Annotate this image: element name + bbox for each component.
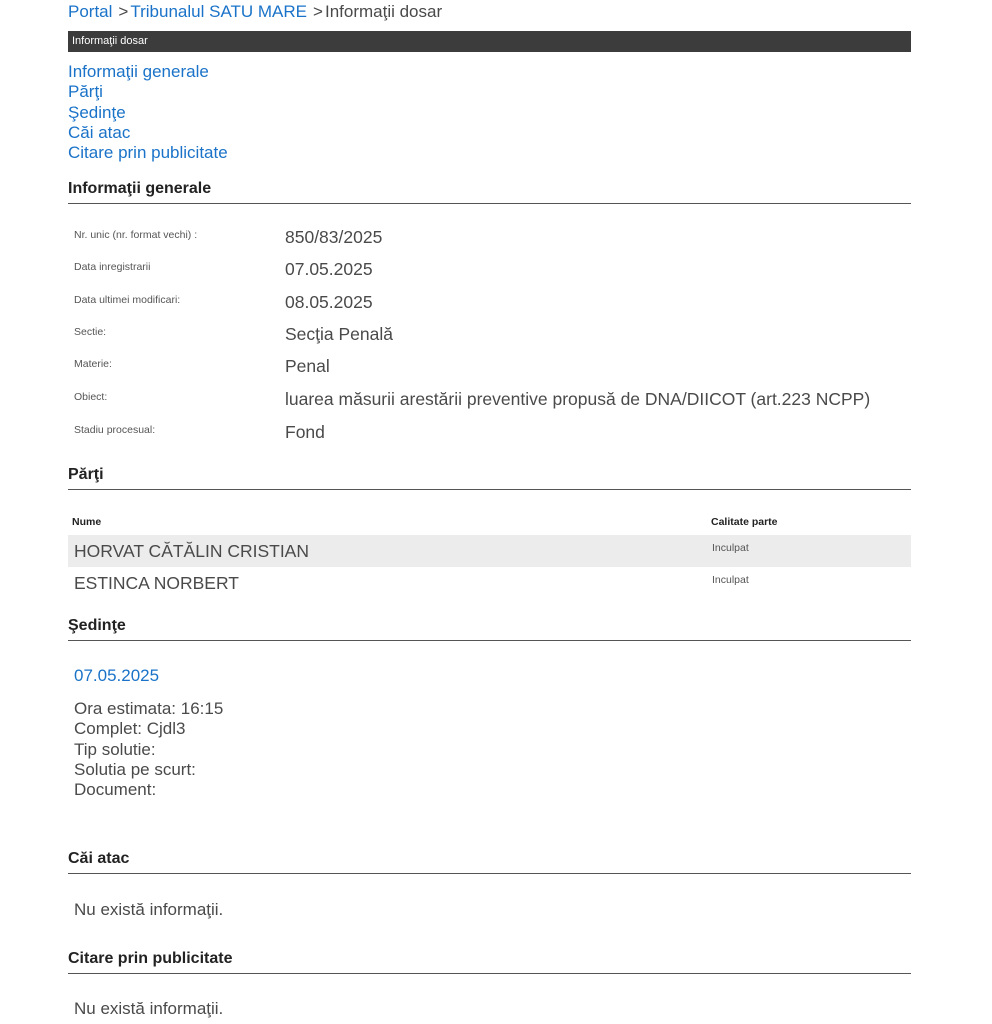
breadcrumb — [68, 2, 442, 22]
info-label: Obiect: — [74, 391, 108, 403]
appeals-empty-message: Nu există informaţii. — [74, 900, 224, 919]
hearings-title: Şedinţe — [68, 617, 911, 641]
party-role: Inculpat — [712, 574, 749, 586]
party-role: Inculpat — [712, 542, 749, 554]
parties-col-name: Nume — [72, 516, 102, 528]
hearing-document: Document: — [74, 780, 157, 800]
info-label: Materie: — [74, 358, 112, 370]
nav-link-general[interactable]: Informaţii generale — [68, 62, 209, 81]
citations-empty-message: Nu există informaţii. — [74, 999, 224, 1018]
info-value: 08.05.2025 — [285, 292, 373, 312]
info-value: 07.05.2025 — [285, 259, 373, 279]
info-value: 850/83/2025 — [285, 227, 383, 247]
info-label: Stadiu procesual: — [74, 424, 156, 436]
nav-link-citations[interactable]: Citare prin publicitate — [68, 143, 228, 163]
parties-title: Părţi — [68, 466, 911, 490]
hearing-time: Ora estimata: 16:15 — [74, 699, 224, 718]
nav-link-hearings[interactable]: Şedinţe — [68, 102, 126, 122]
info-label: Data ultimei modificari: — [74, 294, 181, 306]
info-label: Data inregistrarii — [74, 261, 151, 273]
breadcrumb-current: Informaţii dosar — [324, 2, 443, 21]
breadcrumb-separator: > — [118, 2, 129, 21]
appeals-title: Căi atac — [68, 850, 911, 874]
breadcrumb-separator: > — [313, 2, 323, 21]
hearing-details — [74, 699, 223, 800]
nav-link-parties[interactable]: Părţi — [68, 82, 103, 102]
nav-link-appeals[interactable]: Căi atac — [68, 122, 131, 142]
citations-title: Citare prin publicitate — [68, 950, 911, 974]
breadcrumb-portal-link[interactable]: Portal — [68, 2, 113, 21]
info-value: Penal — [285, 356, 330, 376]
case-section-nav — [68, 62, 228, 163]
info-value: Fond — [285, 422, 325, 442]
party-name: HORVAT CĂTĂLIN CRISTIAN — [74, 541, 309, 561]
party-row — [68, 535, 911, 567]
info-value: luarea măsurii arestării preventive propusă de DNA/DIICOT (art.223 NCPP) — [285, 389, 871, 409]
info-value: Secţia Penală — [285, 324, 393, 344]
hearing-solution-summary: Solutia pe scurt: — [74, 759, 196, 779]
party-name: ESTINCA NORBERT — [74, 573, 239, 593]
info-label: Nr. unic (nr. format vechi) : — [74, 229, 198, 241]
hearing-solution-type: Tip solutie: — [74, 739, 156, 759]
hearing-date-link[interactable]: 07.05.2025 — [74, 666, 160, 685]
party-row — [68, 567, 911, 599]
general-info-title: Informaţii generale — [68, 180, 911, 204]
parties-col-role: Calitate parte — [711, 516, 778, 528]
hearing-panel: Complet: Cjdl3 — [74, 719, 186, 739]
section-header-bar: Informaţii dosar — [68, 31, 911, 52]
breadcrumb-court-link[interactable]: Tribunalul SATU MARE — [130, 2, 308, 21]
info-label: Sectie: — [74, 326, 107, 338]
